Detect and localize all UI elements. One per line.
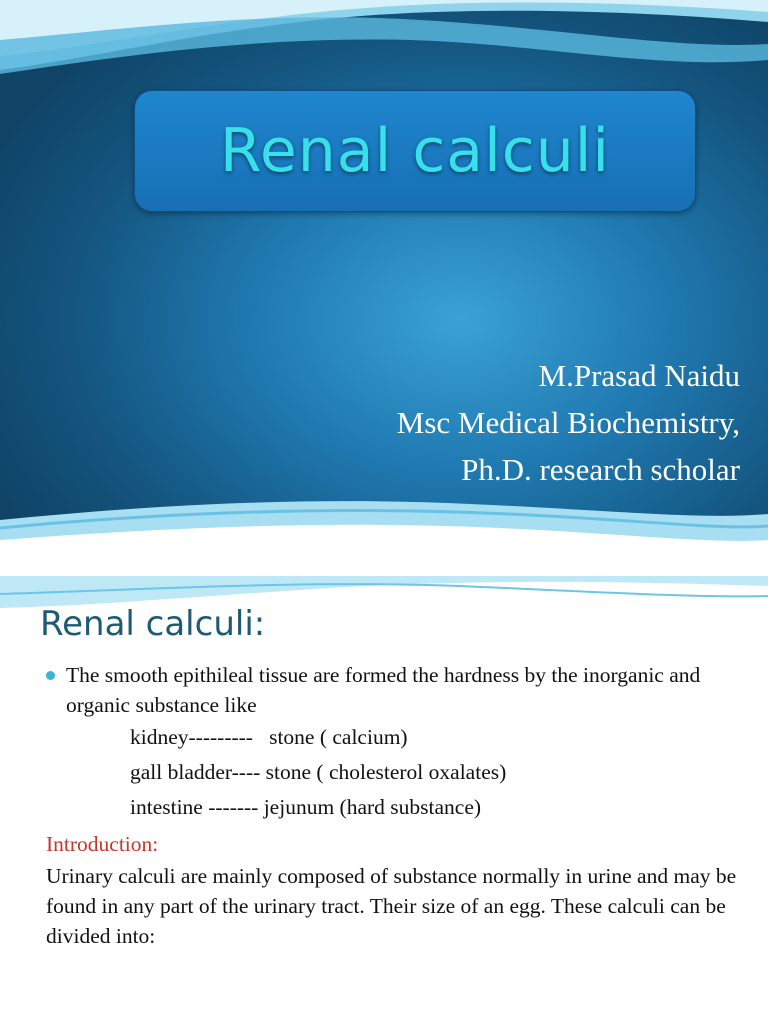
slide-body [46, 660, 746, 951]
author-block [397, 352, 740, 493]
author-degree: Msc Medical Biochemistry, [396, 405, 740, 440]
title-box [134, 90, 696, 212]
introduction-paragraph: Urinary calculi are mainly composed of substance normally in urine and may be found in any part of the urinary tract. Their size of an egg. These calculi can be divided into: [46, 864, 737, 948]
bullet-item [46, 660, 746, 720]
slide-title: Renal calculi [219, 116, 611, 186]
bullet-dot-icon [46, 671, 55, 680]
example-kidney: kidney--------- stone ( calcium) [130, 725, 408, 749]
example-intestine: intestine ------- jejunum (hard substance) [130, 795, 482, 819]
example-gall-bladder: gall bladder---- stone ( cholesterol oxalates) [130, 760, 507, 784]
introduction-label: Introduction: [46, 832, 159, 856]
author-name: M.Prasad Naidu [538, 358, 740, 393]
bullet-text: The smooth epithileal tissue are formed the hardness by the inorganic and organic substance like [66, 663, 701, 717]
author-position: Ph.D. research scholar [461, 452, 740, 487]
slide-heading: Renal calculi: [40, 604, 266, 644]
content-slide [0, 576, 768, 1024]
